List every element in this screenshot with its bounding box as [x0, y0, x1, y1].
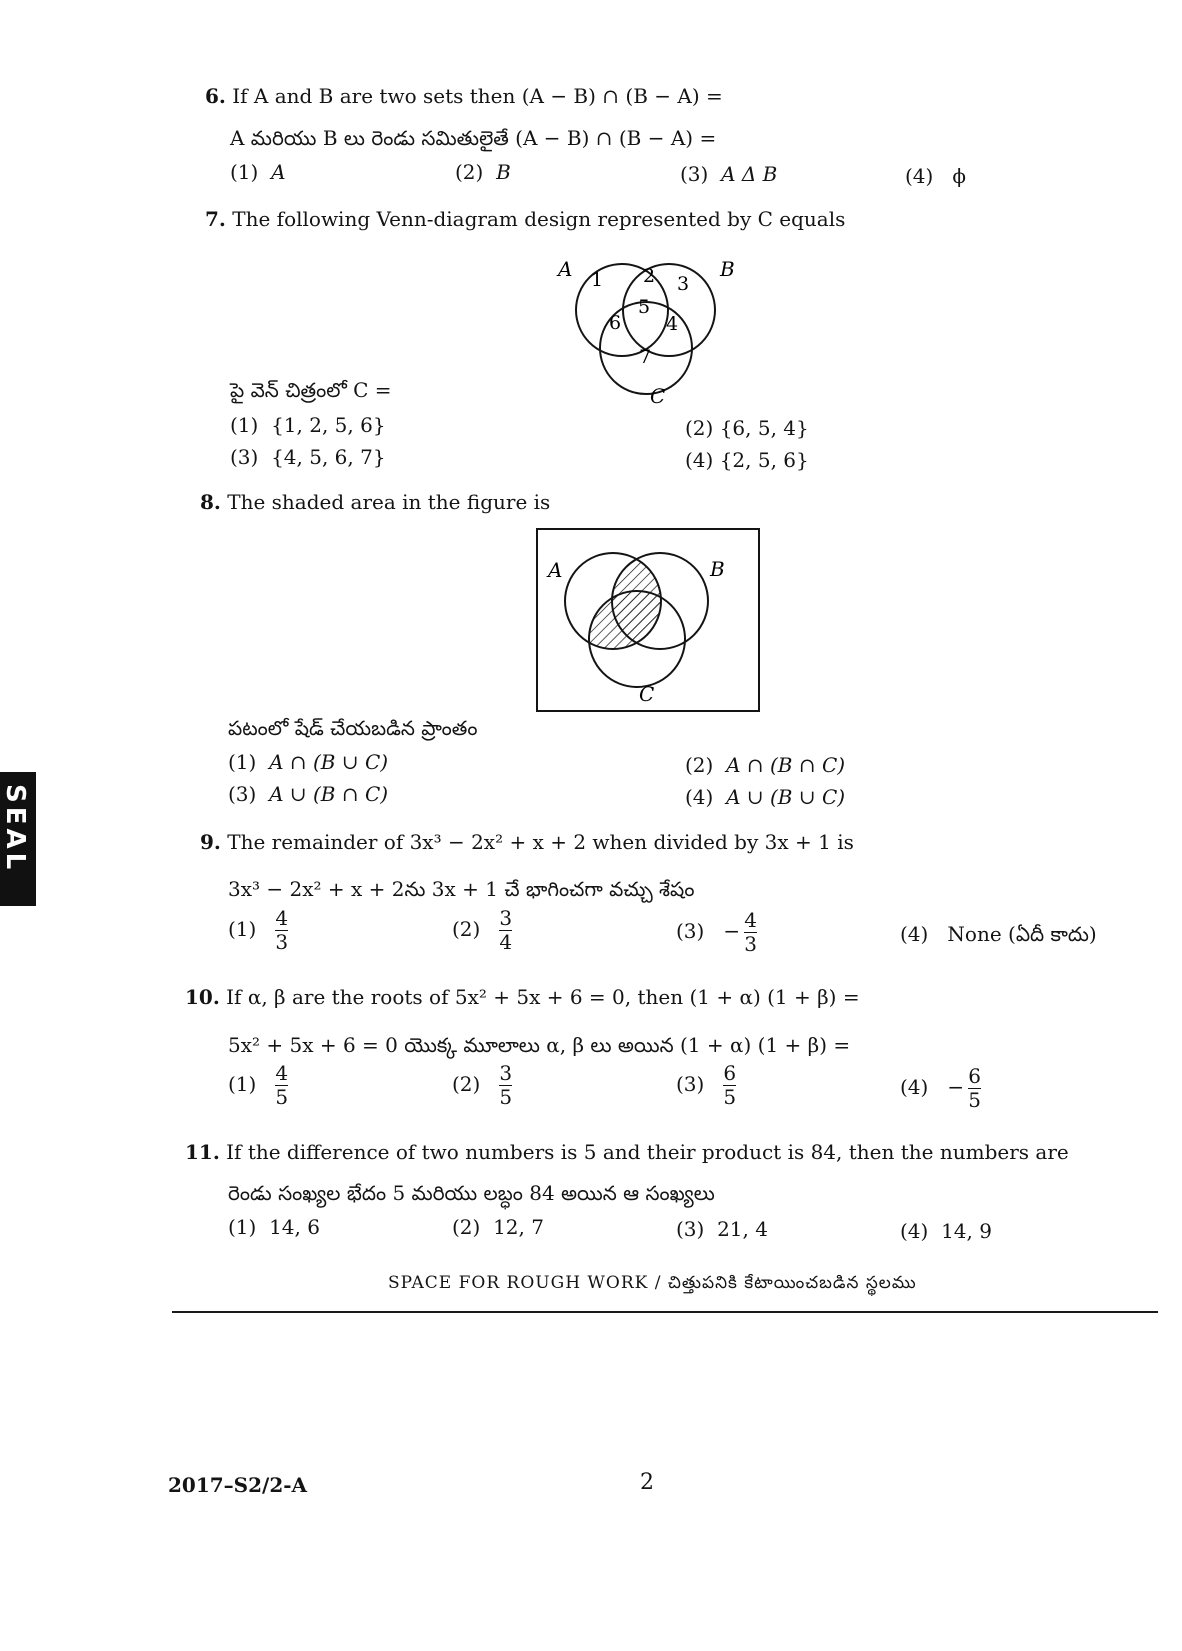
q8-option-1: (1) A ∩ (B ∪ C): [228, 750, 389, 774]
seal-tab: [0, 772, 36, 906]
question-8-text-telugu: పటంలో షేడ్ చేయబడిన ప్రాంతం: [228, 716, 478, 740]
question-9-text-telugu: 3x³ − 2x² + x + 2ను 3x + 1 చే భాగించగా వచ్చు శేషం: [228, 877, 695, 901]
q9-option-1: (1) $\frac{4}{3}$: [228, 906, 289, 954]
venn-region-5: 5: [638, 296, 651, 318]
question-6-text-telugu: A మరియు B లు రెండు సమితులైతే (A − B) ∩ (B − A) =: [230, 126, 717, 150]
question-11-text: 11. If the difference of two numbers is 5 and their product is 84, then the numbers are: [185, 1140, 1069, 1164]
venn-region-7: 7: [639, 346, 652, 368]
question-9-text: 9. The remainder of 3x³ − 2x² + x + 2 when divided by 3x + 1 is: [200, 830, 854, 854]
venn-label-b: B: [720, 257, 735, 281]
q9-option-2: (2) $\frac{3}{4}$: [452, 906, 513, 954]
q6-option-4: (4) ϕ: [905, 164, 967, 188]
venn-region-6: 6: [609, 312, 622, 334]
q7-option-4: (4) {2, 5, 6}: [685, 448, 809, 472]
question-6-text: 6. If A and B are two sets then (A − B) ∩ (B − A) =: [205, 84, 723, 108]
q8-option-3: (3) A ∪ (B ∩ C): [228, 782, 389, 806]
q11-option-2: (2) 12, 7: [452, 1215, 544, 1239]
q6-option-3: (3) A Δ B: [680, 162, 778, 186]
paper-code: 2017–S2/2-A: [168, 1473, 308, 1497]
q11-option-3: (3) 21, 4: [676, 1217, 768, 1241]
q8-venn-diagram: [536, 528, 762, 714]
q11-option-4: (4) 14, 9: [900, 1219, 992, 1243]
q11-option-1: (1) 14, 6: [228, 1215, 320, 1239]
q10-option-3: (3) $\frac{6}{5}$: [676, 1061, 737, 1109]
q6-option-2: (2) B: [455, 160, 511, 184]
venn-label-c: C: [650, 384, 666, 408]
venn-label-a: A: [548, 558, 563, 582]
question-7-text-telugu: పై వెన్ చిత్రంలో C =: [230, 378, 392, 402]
question-11-text-telugu: రెండు సంఖ్యల భేదం 5 మరియు లబ్ధం 84 అయిన ఆ సంఖ్యలు: [228, 1181, 715, 1205]
q7-venn-diagram: [550, 238, 750, 418]
page-number: 2: [640, 1470, 654, 1495]
q8-option-4: (4) A ∪ (B ∪ C): [685, 785, 846, 809]
q10-option-2: (2) $\frac{3}{5}$: [452, 1061, 513, 1109]
venn-region-4: 4: [666, 313, 679, 335]
question-7-text: 7. The following Venn-diagram design represented by C equals: [205, 207, 846, 231]
question-8-text: 8. The shaded area in the figure is: [200, 490, 551, 514]
q7-option-1: (1) {1, 2, 5, 6}: [230, 413, 386, 437]
q6-option-1: (1) A: [230, 160, 286, 184]
venn-label-b: B: [710, 557, 725, 581]
q9-option-4: (4) None (ఏదీ కాదు): [900, 922, 1097, 946]
seal-label: SEAL: [0, 784, 30, 874]
question-10-text: 10. If α, β are the roots of 5x² + 5x + 6 = 0, then (1 + α) (1 + β) =: [185, 985, 860, 1009]
q7-option-2: (2) {6, 5, 4}: [685, 416, 809, 440]
rough-work-divider: [172, 1311, 1158, 1313]
rough-work-label: SPACE FOR ROUGH WORK / చిత్తుపనికి కేటాయించబడిన స్థలము: [388, 1273, 917, 1293]
venn-label-a: A: [558, 257, 573, 281]
q10-option-4: (4) − $\frac{6}{5}$: [900, 1064, 981, 1112]
venn-region-2: 2: [643, 265, 656, 287]
q7-option-3: (3) {4, 5, 6, 7}: [230, 445, 386, 469]
q8-option-2: (2) A ∩ (B ∩ C): [685, 753, 846, 777]
venn-label-c: C: [639, 682, 655, 706]
venn-region-3: 3: [677, 273, 690, 295]
question-10-text-telugu: 5x² + 5x + 6 = 0 యొక్క మూలాలు α, β లు అయిన (1 + α) (1 + β) =: [228, 1033, 851, 1057]
q10-option-1: (1) $\frac{4}{5}$: [228, 1061, 289, 1109]
q9-option-3: (3) − $\frac{4}{3}$: [676, 908, 757, 956]
venn-region-1: 1: [591, 269, 604, 291]
